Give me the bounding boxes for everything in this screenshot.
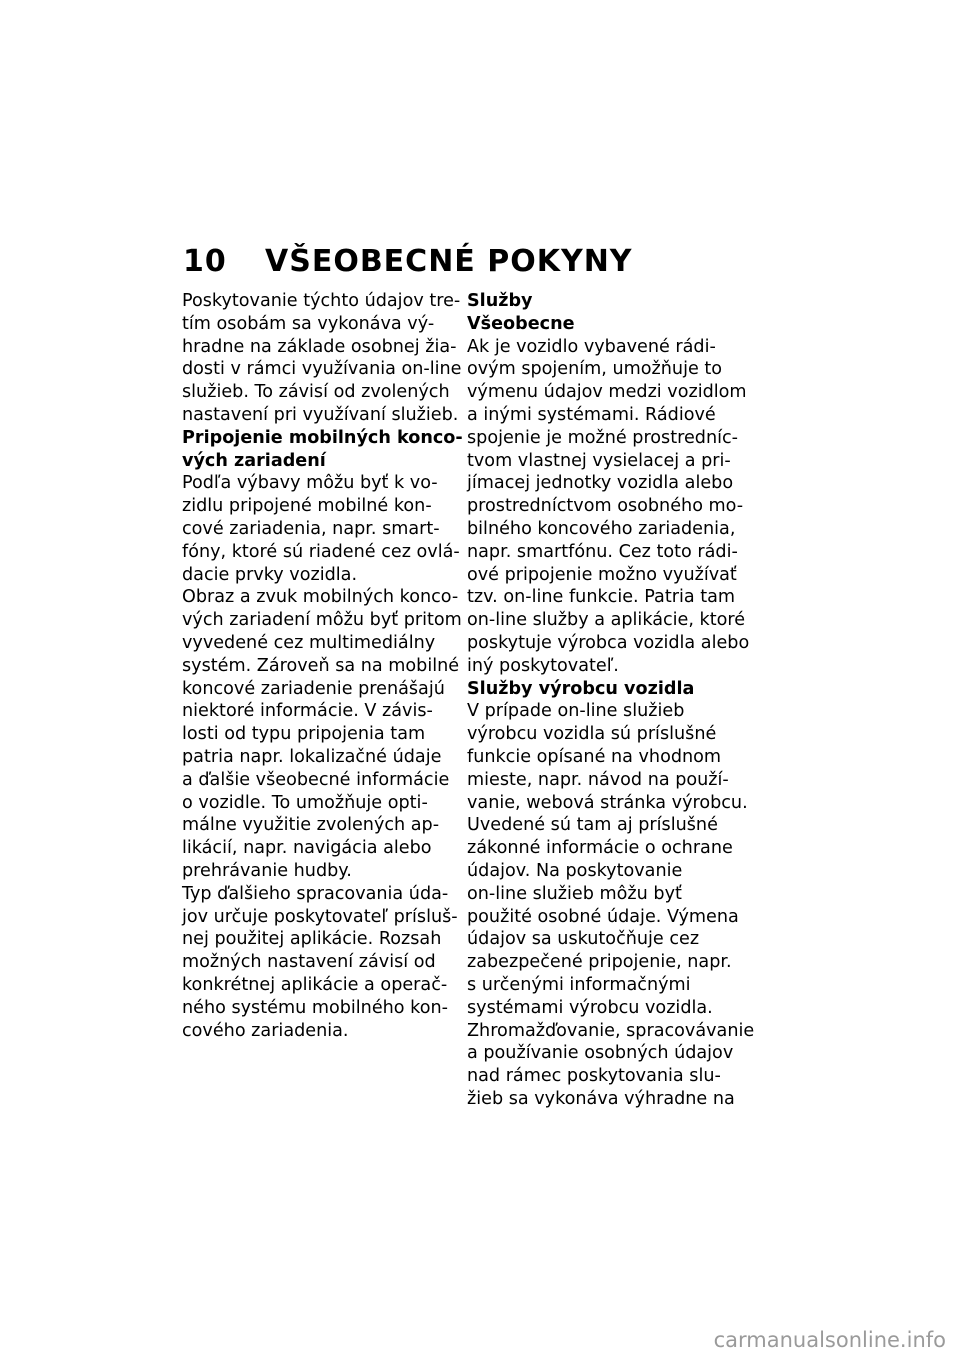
text-line: tvom vlastnej vysielacej a pri- xyxy=(467,450,731,471)
text-line: on-line služieb môžu byť xyxy=(467,883,682,904)
section-heading-line: Všeobecne xyxy=(467,313,575,334)
page-heading xyxy=(183,244,633,284)
text-line: Zhromažďovanie, spracovávanie xyxy=(467,1020,755,1041)
text-line: cového zariadenia. xyxy=(182,1020,349,1041)
text-line: zidlu pripojené mobilné kon- xyxy=(182,496,432,517)
text-line: jov určuje poskytovateľ prísluš- xyxy=(182,906,458,927)
text-line: Typ ďalšieho spracovania úda- xyxy=(182,883,449,904)
text-line: tím osobám sa vykonáva vý- xyxy=(182,313,435,334)
text-line: Ak je vozidlo vybavené rádi- xyxy=(467,336,716,357)
text-line: údajov sa uskutočňuje cez xyxy=(467,929,700,950)
text-line: služieb. To závisí od zvolených xyxy=(182,382,450,403)
text-line: systémami výrobcu vozidla. xyxy=(467,997,713,1018)
text-line: koncové zariadenie prenášajú xyxy=(182,678,445,699)
text-line: poskytuje výrobca vozidla alebo xyxy=(467,632,750,653)
text-line: tzv. on-line funkcie. Patria tam xyxy=(467,587,736,608)
text-line: použité osobné údaje. Výmena xyxy=(467,906,739,927)
text-line: likácií, napr. navigácia alebo xyxy=(182,838,432,859)
text-line: bilného koncového zariadenia, xyxy=(467,518,736,539)
text-line: ného systému mobilného kon- xyxy=(182,997,448,1018)
text-line: on-line služby a aplikácie, ktoré xyxy=(467,610,746,631)
watermark-text: carmanualsonline.info xyxy=(713,1328,946,1352)
text-line: nad rámec poskytovania slu- xyxy=(467,1066,721,1087)
text-line: fóny, ktoré sú riadené cez ovlá- xyxy=(182,541,460,562)
text-line: prehrávanie hudby. xyxy=(182,860,352,881)
text-line: s určenými informačnými xyxy=(467,974,691,995)
text-line: niektoré informácie. V závis- xyxy=(182,701,433,722)
text-line: jímacej jednotky vozidla alebo xyxy=(467,473,734,494)
text-line: funkcie opísané na vhodnom xyxy=(467,746,722,767)
text-line: konkrétnej aplikácie a operač- xyxy=(182,974,448,995)
text-line: o vozidle. To umožňuje opti- xyxy=(182,792,428,813)
text-line: iný poskytovateľ. xyxy=(467,655,619,676)
text-line: a používanie osobných údajov xyxy=(467,1043,734,1064)
section-heading-line: vých zariadení xyxy=(182,450,326,471)
chapter-number: 10 xyxy=(183,244,227,279)
text-line: systém. Zároveň sa na mobilné xyxy=(182,655,460,676)
text-line: ovým spojením, umožňuje to xyxy=(467,359,723,380)
text-line: málne využitie zvolených ap- xyxy=(182,815,440,836)
text-line: výmenu údajov medzi vozidlom xyxy=(467,382,747,403)
text-line: zabezpečené pripojenie, napr. xyxy=(467,952,732,973)
text-line: vých zariadení môžu byť pritom xyxy=(182,610,462,631)
text-line: ové pripojenie možno využívať xyxy=(467,564,737,585)
text-line: a ďalšie všeobecné informácie xyxy=(182,769,450,790)
text-line: napr. smartfónu. Cez toto rádi- xyxy=(467,541,738,562)
text-line: vanie, webová stránka výrobcu. xyxy=(467,792,748,813)
text-line: vyvedené cez multimediálny xyxy=(182,632,436,653)
chapter-title: VŠEOBECNÉ POKYNY xyxy=(265,244,633,279)
section-heading-line: Pripojenie mobilných konco- xyxy=(182,427,463,448)
text-line: a inými systémami. Rádiové xyxy=(467,404,716,425)
text-line: možných nastavení závisí od xyxy=(182,952,436,973)
text-line: údajov. Na poskytovanie xyxy=(467,860,683,881)
text-line: hradne na základe osobnej žia- xyxy=(182,336,457,357)
text-line: patria napr. lokalizačné údaje xyxy=(182,746,442,767)
text-line: dacie prvky vozidla. xyxy=(182,564,358,585)
text-line: V prípade on-line služieb xyxy=(467,701,685,722)
text-line: mieste, napr. návod na použí- xyxy=(467,769,729,790)
text-line: cové zariadenia, napr. smart- xyxy=(182,518,440,539)
text-line: nastavení pri využívaní služieb. xyxy=(182,404,459,425)
text-line: Poskytovanie týchto údajov tre- xyxy=(182,291,461,311)
text-line: Podľa výbavy môžu byť k vo- xyxy=(182,473,438,494)
section-heading-line: Služby výrobcu vozidla xyxy=(467,678,695,699)
text-line: nej použitej aplikácie. Rozsah xyxy=(182,929,442,950)
text-line: žieb sa vykonáva výhradne na xyxy=(467,1088,735,1109)
text-line: prostredníctvom osobného mo- xyxy=(467,496,744,517)
text-line: Obraz a zvuk mobilných konco- xyxy=(182,587,459,608)
text-line: zákonné informácie o ochrane xyxy=(467,838,733,859)
text-line: Uvedené sú tam aj príslušné xyxy=(467,815,718,836)
right-text-column xyxy=(467,290,755,1111)
text-line: výrobcu vozidla sú príslušné xyxy=(467,724,717,745)
left-text-column xyxy=(182,290,463,1042)
text-line: losti od typu pripojenia tam xyxy=(182,724,426,745)
text-line: spojenie je možné prostredníc- xyxy=(467,427,739,448)
section-heading-line: Služby xyxy=(467,291,533,311)
text-line: dosti v rámci využívania on-line xyxy=(182,359,462,380)
